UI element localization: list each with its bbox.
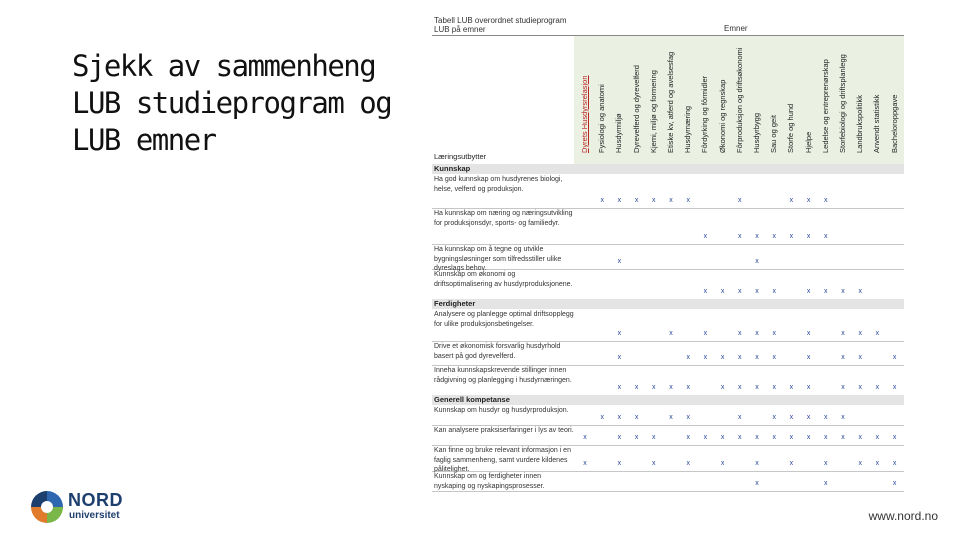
table-cell-mark: x: [755, 384, 759, 391]
table-cell-mark: x: [738, 434, 742, 441]
table-cell-mark: x: [806, 197, 811, 204]
nord-logo-icon: [28, 488, 66, 526]
table-cell-mark: x: [738, 197, 742, 204]
caption-line-2: LUB på emner: [434, 25, 486, 34]
table-cell-mark: x: [617, 434, 622, 441]
table-cell-mark: x: [789, 460, 794, 467]
table-cell-mark: x: [600, 414, 604, 421]
table-cell-mark: x: [806, 288, 811, 295]
table-cell-mark: x: [806, 354, 811, 361]
section-header: [432, 395, 904, 405]
column-header: [890, 40, 904, 164]
column-header: [821, 40, 835, 164]
nord-logo: [28, 488, 138, 528]
learning-outcome-text: Kan analysere praksiserfaringer i lys av teori.: [434, 427, 574, 434]
learning-outcome-text: Kan finne og bruke relevant informasjon i en faglig sammenheng, samt vurdere kildenes pålitelighet.: [434, 447, 571, 473]
table-cell-mark: x: [720, 460, 725, 467]
table-cell-mark: x: [652, 197, 656, 204]
table-cell-mark: x: [875, 434, 880, 441]
table-cell-mark: x: [634, 384, 639, 391]
column-header: [804, 40, 818, 164]
column-header-label: Fôrdyrking og fôrmidler: [700, 75, 710, 153]
table-cell-mark: x: [738, 354, 742, 361]
table-cell-mark: x: [720, 354, 725, 361]
table-cell-mark: x: [583, 460, 587, 467]
table-cell-mark: x: [841, 434, 845, 441]
table-cell-mark: x: [772, 330, 776, 337]
table-cell-mark: x: [617, 384, 622, 391]
column-header: [786, 40, 800, 164]
table-cell-mark: x: [617, 354, 622, 361]
table-cell-mark: x: [755, 330, 759, 337]
column-header: [838, 40, 852, 164]
table-cell-mark: x: [738, 330, 742, 337]
column-header-label: Sau og geit: [769, 115, 779, 153]
table-cell-mark: x: [875, 330, 880, 337]
column-header: [683, 40, 697, 164]
table-cell-mark: x: [892, 354, 897, 361]
column-header-label: Økonomi og regnskap: [717, 79, 727, 153]
table-cell-mark: x: [669, 330, 673, 337]
table-cell-mark: x: [634, 197, 639, 204]
column-header-label: Husdyrmiljø: [614, 113, 624, 153]
column-header: [752, 40, 766, 164]
column-header: [855, 40, 869, 164]
column-header: [632, 40, 646, 164]
table-cell-mark: x: [824, 197, 828, 204]
table-row: [432, 309, 904, 342]
table-row: [432, 405, 904, 426]
table-cell-mark: x: [583, 434, 587, 441]
learning-outcome-text: Ha god kunnskap om husdyrenes biologi, helse, velferd og produksjon.: [434, 176, 563, 193]
column-header-label: Landbrukspolitikk: [855, 95, 865, 153]
table-cell-mark: x: [617, 460, 622, 467]
table-cell-mark: x: [772, 414, 776, 421]
table-cell-mark: x: [892, 384, 897, 391]
table-cell-mark: x: [634, 414, 639, 421]
table-cell-mark: x: [755, 233, 759, 240]
column-header: [614, 40, 628, 164]
table-cell-mark: x: [841, 288, 845, 295]
table-cell-mark: x: [806, 434, 811, 441]
table-cell-mark: x: [824, 460, 828, 467]
table-row: [432, 445, 904, 472]
column-header: [649, 40, 663, 164]
learning-outcome-text: Analysere og planlegge optimal driftsopplegg for ulike produksjonsbetingelser.: [434, 311, 574, 328]
lub-table: [432, 14, 904, 510]
learning-outcome-text: Kunnskap om økonomi og driftsoptimalisering av husdyrproduksjonene.: [434, 271, 573, 288]
table-cell-mark: x: [858, 434, 862, 441]
section-label: Ferdigheter: [434, 299, 476, 308]
table-cell-mark: x: [892, 434, 897, 441]
table-cell-mark: x: [772, 288, 776, 295]
column-header-label: Storfe og hund: [786, 103, 796, 153]
table-cell-mark: x: [755, 354, 759, 361]
table-cell-mark: x: [858, 384, 862, 391]
learning-outcome-text: Kunnskap om husdyr og husdyrproduksjon.: [434, 407, 569, 414]
column-header-label: Husdyrbygg: [752, 112, 761, 153]
table-cell-mark: x: [738, 233, 742, 240]
table-cell-mark: x: [617, 330, 622, 337]
footer-url[interactable]: www.nord.no: [868, 509, 938, 523]
table-row: [432, 269, 904, 300]
table-cell-mark: x: [841, 354, 845, 361]
table-cell-mark: x: [841, 414, 845, 421]
table-cell-mark: x: [738, 414, 742, 421]
table-row: [432, 341, 904, 366]
column-header: [700, 40, 714, 164]
table-cell-mark: x: [789, 384, 794, 391]
table-cell-mark: x: [686, 414, 690, 421]
slide-title: Sjekk av sammenheng LUB studieprogram og LUB emner: [72, 49, 392, 157]
column-header: [718, 40, 732, 164]
column-header-label: Fysiologi og anatomi: [597, 84, 607, 153]
column-header-label: Anvendt statistikk: [872, 94, 882, 153]
table-cell-mark: x: [824, 288, 828, 295]
table-cell-mark: x: [669, 197, 673, 204]
table-cell-mark: x: [806, 384, 811, 391]
table-row: [432, 174, 904, 209]
table-cell-mark: x: [806, 233, 811, 240]
table-cell-mark: x: [755, 434, 759, 441]
column-header-band: [574, 36, 904, 164]
table-row: [432, 365, 904, 396]
table-cell-mark: x: [686, 460, 690, 467]
table-cell-mark: x: [772, 384, 776, 391]
table-cell-mark: x: [720, 288, 725, 295]
table-cell-mark: x: [789, 434, 794, 441]
table-cell-mark: x: [669, 384, 673, 391]
table-cell-mark: x: [824, 434, 828, 441]
table-cell-mark: x: [858, 288, 862, 295]
laeringsutbytter-label: Læringsutbytter: [434, 152, 487, 161]
table-row: [432, 471, 904, 492]
table-row: [432, 244, 904, 270]
table-cell-mark: x: [652, 460, 656, 467]
section-label: Kunnskap: [434, 164, 471, 173]
table-cell-mark: x: [755, 258, 759, 265]
column-header-label: Bacheloroppgave: [889, 94, 899, 153]
table-cell-mark: x: [617, 414, 622, 421]
column-header: [872, 40, 886, 164]
table-cell-mark: x: [772, 354, 776, 361]
learning-outcome-text: Kunnskap om og ferdigheter innen nyskaping og nyskapingsprosesser.: [434, 473, 545, 490]
table-cell-mark: x: [634, 434, 639, 441]
table-cell-mark: x: [892, 480, 897, 487]
table-cell-mark: x: [806, 414, 811, 421]
column-header: [666, 40, 680, 164]
column-header-label: Ledelse og entreprenørskap: [820, 59, 830, 153]
caption-line-1: Tabell LUB overordnet studieprogram: [434, 16, 567, 25]
learning-outcome-text: Drive et økonomisk forsvarlig husdyrhold basert på god dyrevelferd.: [434, 343, 561, 360]
table-cell-mark: x: [755, 288, 759, 295]
table-cell-mark: x: [755, 460, 759, 467]
table-row: [432, 425, 904, 446]
learning-outcome-text: Inneha kunnskapskrevende stillinger innen rådgivning og planlegging i husdyrnæringen.: [434, 367, 572, 384]
table-cell-mark: x: [686, 354, 690, 361]
column-header-label: Dyrevelferd og dyrevelferd: [631, 65, 641, 153]
table-cell-mark: x: [875, 384, 880, 391]
table-cell-mark: x: [824, 480, 828, 487]
table-cell-mark: x: [858, 354, 862, 361]
table-cell-mark: x: [686, 384, 690, 391]
table-cell-mark: x: [738, 384, 742, 391]
table-cell-mark: x: [841, 384, 845, 391]
section-label: Generell kompetanse: [434, 395, 510, 404]
table-cell-mark: x: [806, 330, 811, 337]
emner-label: Emner: [724, 24, 748, 33]
section-header: [432, 164, 904, 174]
table-cell-mark: x: [617, 258, 622, 265]
table-cell-mark: x: [703, 288, 708, 295]
table-cell-mark: x: [600, 197, 604, 204]
table-cell-mark: x: [652, 384, 656, 391]
table-cell-mark: x: [755, 480, 759, 487]
table-cell-mark: x: [703, 354, 708, 361]
table-cell-mark: x: [858, 460, 862, 467]
learning-outcome-text: Ha kunnskap om næring og næringsutvikling for produksjonsdyr, sports- og familiedyr.: [434, 210, 573, 227]
column-header-label: Etiske kv, atferd og avelsesfag: [666, 51, 675, 153]
table-cell-mark: x: [772, 233, 776, 240]
table-cell-mark: x: [686, 197, 690, 204]
learning-outcome-text: Ha kunnskap om å tegne og utvikle bygningsløsninger som tilfredsstiller ulike dyreslags behov.: [434, 246, 562, 272]
column-header-label: Storfebiologi og driftsplanlegg: [838, 54, 847, 153]
table-cell-mark: x: [858, 330, 862, 337]
column-header-label: Husdyrnæring: [683, 105, 693, 153]
table-cell-mark: x: [703, 434, 708, 441]
column-header: [769, 40, 783, 164]
table-row: [432, 208, 904, 245]
table-cell-mark: x: [738, 288, 742, 295]
column-header-label: Dyrets Husdyrsrelasjon: [580, 75, 589, 153]
column-header-label: Fôrproduksjon og driftsøkonomi: [734, 47, 744, 153]
column-header: [580, 40, 594, 164]
table-cell-mark: x: [789, 414, 794, 421]
table-cell-mark: x: [824, 233, 828, 240]
table-caption: [434, 16, 567, 34]
table-cell-mark: x: [875, 460, 880, 467]
table-cell-mark: x: [789, 233, 794, 240]
table-cell-mark: x: [686, 434, 690, 441]
table-cell-mark: x: [617, 197, 622, 204]
logo-text: NORD: [68, 490, 123, 510]
column-header: [735, 40, 749, 164]
table-cell-mark: x: [772, 434, 776, 441]
column-header: [597, 40, 611, 164]
table-cell-mark: x: [720, 384, 725, 391]
table-cell-mark: x: [703, 330, 708, 337]
table-cell-mark: x: [892, 460, 897, 467]
logo-subtext: universitet: [69, 510, 120, 521]
section-header: [432, 299, 904, 309]
table-cell-mark: x: [841, 330, 845, 337]
table-cell-mark: x: [720, 434, 725, 441]
table-cell-mark: x: [789, 197, 794, 204]
table-cell-mark: x: [703, 233, 708, 240]
table-cell-mark: x: [669, 414, 673, 421]
column-header-label: Kjemi, miljø og formering: [648, 70, 658, 153]
table-cell-mark: x: [652, 434, 656, 441]
table-cell-mark: x: [824, 414, 828, 421]
column-header-label: Hjelpe: [803, 131, 813, 153]
